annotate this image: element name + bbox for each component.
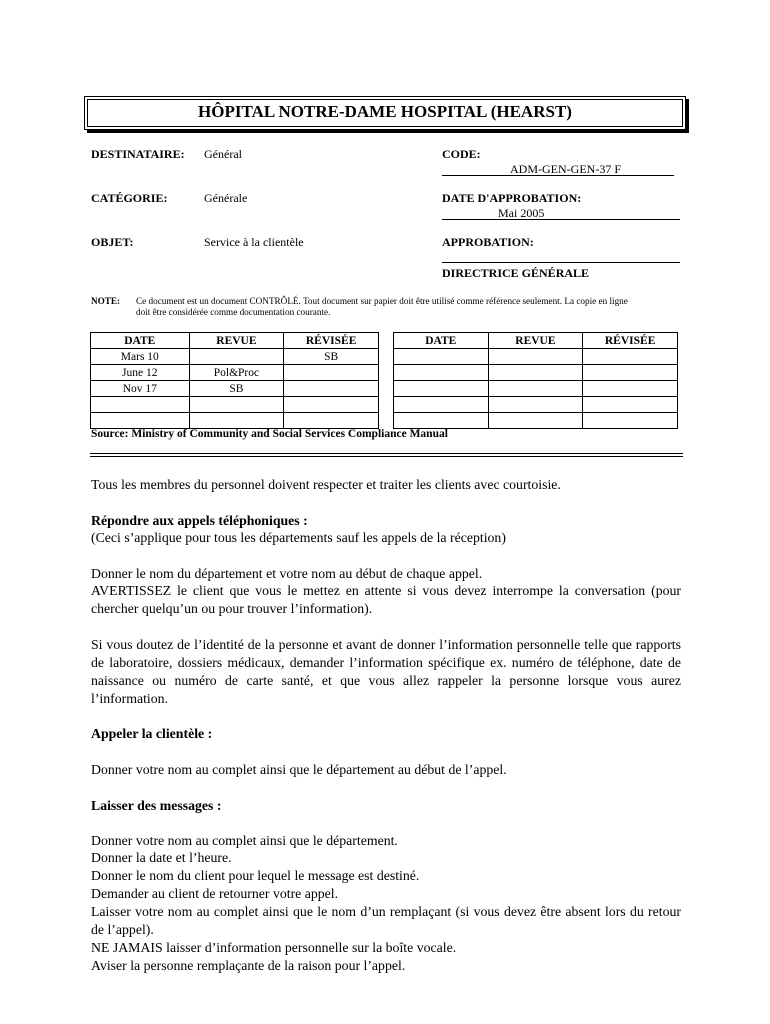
table-cell — [394, 349, 489, 365]
divider-top — [90, 453, 683, 454]
call-heading: Appeler la clientèle : — [91, 726, 213, 741]
table-cell: SB — [284, 349, 379, 365]
divider-bottom — [90, 456, 683, 457]
table-row — [91, 413, 379, 429]
messages-line-3: Donner le nom du client pour lequel le message est destiné. — [91, 868, 420, 883]
table-row — [394, 365, 678, 381]
table-cell — [91, 397, 190, 413]
table-cell — [488, 413, 583, 429]
table-cell — [189, 413, 284, 429]
date-approbation-label: DATE D'APPROBATION: — [442, 191, 582, 205]
approbation-signature-line — [442, 262, 680, 263]
column-header-revisee: RÉVISÉE — [284, 333, 379, 349]
destinataire-label: DESTINATAIRE: — [91, 147, 185, 161]
messages-line-4: Demander au client de retourner votre appel. — [91, 886, 339, 901]
messages-line-1: Donner votre nom au complet ainsi que le département. — [91, 833, 398, 848]
categorie-value: Générale — [204, 191, 248, 205]
messages-line-7: Aviser la personne remplaçante de la raison pour l’appel. — [91, 958, 406, 973]
objet-label: OBJET: — [91, 235, 134, 249]
code-value: ADM-GEN-GEN-37 F — [510, 162, 621, 176]
intro-paragraph: Tous les membres du personnel doivent respecter et traiter les clients avec courtoisie. — [91, 477, 561, 492]
revision-table-right — [393, 332, 678, 429]
table-cell — [284, 365, 379, 381]
column-header-date: DATE — [394, 333, 489, 349]
title-box — [84, 96, 686, 130]
table-cell — [394, 381, 489, 397]
table-cell — [583, 349, 678, 365]
table-cell: SB — [189, 381, 284, 397]
table-cell — [91, 413, 190, 429]
note-label: NOTE: — [91, 296, 121, 306]
messages-line-5: Laisser votre nom au complet ainsi que le nom d’un remplaçant (si vous devez être absent lors du retour de l’appel). — [91, 904, 681, 937]
note-line-2: doit être considérée comme documentation courante. — [136, 307, 331, 317]
table-cell — [284, 413, 379, 429]
phone-heading: Répondre aux appels téléphoniques : — [91, 513, 308, 528]
column-header-revue: REVUE — [488, 333, 583, 349]
table-cell — [189, 397, 284, 413]
table-cell — [284, 397, 379, 413]
code-underline — [442, 175, 674, 176]
document-title: HÔPITAL NOTRE-DAME HOSPITAL (HEARST) — [198, 102, 572, 121]
revision-table-left-header — [91, 333, 379, 349]
table-row — [91, 349, 379, 365]
messages-line-6: NE JAMAIS laisser d’information personnelle sur la boîte vocale. — [91, 940, 457, 955]
objet-value: Service à la clientèle — [204, 235, 304, 249]
phone-paragraph-2: AVERTISSEZ le client que vous le mettez en attente si vous devez interrompe la conversation (pour chercher quelqu’un ou pour trouver l’information). — [91, 583, 681, 616]
table-cell — [189, 349, 284, 365]
table-cell — [583, 413, 678, 429]
messages-line-2: Donner la date et l’heure. — [91, 850, 232, 865]
column-header-date: DATE — [91, 333, 190, 349]
table-row — [394, 413, 678, 429]
table-cell — [394, 365, 489, 381]
table-row — [91, 381, 379, 397]
phone-subheading: (Ceci s’applique pour tous les départements sauf les appels de la réception) — [91, 530, 506, 545]
phone-paragraph-3: Si vous doutez de l’identité de la personne et avant de donner l’information personnelle telle que rapports de laboratoire, dossiers médicaux, demander l’information spécifique ex. numéro de téléphone, date de naissance ou numéro de carte santé, et que vous allez rappeler la personne lorsque vous aurez l’information. — [91, 637, 681, 706]
code-label: CODE: — [442, 147, 481, 161]
column-header-revisee: RÉVISÉE — [583, 333, 678, 349]
table-row — [394, 381, 678, 397]
table-cell — [394, 397, 489, 413]
revision-table-right-header — [394, 333, 678, 349]
table-row — [91, 397, 379, 413]
table-cell — [583, 365, 678, 381]
directrice-generale: DIRECTRICE GÉNÉRALE — [442, 266, 590, 280]
table-cell — [284, 381, 379, 397]
table-cell: June 12 — [91, 365, 190, 381]
source-line: Source: Ministry of Community and Social Services Compliance Manual — [91, 428, 448, 440]
table-cell — [488, 397, 583, 413]
table-cell — [583, 381, 678, 397]
table-cell — [488, 349, 583, 365]
revision-table-left — [90, 332, 379, 429]
destinataire-value: Général — [204, 147, 242, 161]
table-row — [394, 397, 678, 413]
table-cell — [488, 381, 583, 397]
table-row — [91, 365, 379, 381]
categorie-label: CATÉGORIE: — [91, 191, 168, 205]
table-cell: Pol&Proc — [189, 365, 284, 381]
messages-heading: Laisser des messages : — [91, 798, 222, 813]
call-paragraph: Donner votre nom au complet ainsi que le département au début de l’appel. — [91, 762, 507, 777]
date-approbation-underline — [442, 219, 680, 220]
note-line-1: Ce document est un document CONTRÔLÉ. Tout document sur papier doit être utilisé comme référence seulement. La copie en ligne — [136, 296, 628, 306]
column-header-revue: REVUE — [189, 333, 284, 349]
table-cell — [583, 397, 678, 413]
phone-paragraph-1: Donner le nom du département et votre nom au début de chaque appel. — [91, 566, 483, 581]
approbation-label: APPROBATION: — [442, 235, 534, 249]
table-cell: Nov 17 — [91, 381, 190, 397]
table-cell: Mars 10 — [91, 349, 190, 365]
date-approbation-value: Mai 2005 — [498, 206, 545, 220]
table-cell — [394, 413, 489, 429]
table-cell — [488, 365, 583, 381]
table-row — [394, 349, 678, 365]
